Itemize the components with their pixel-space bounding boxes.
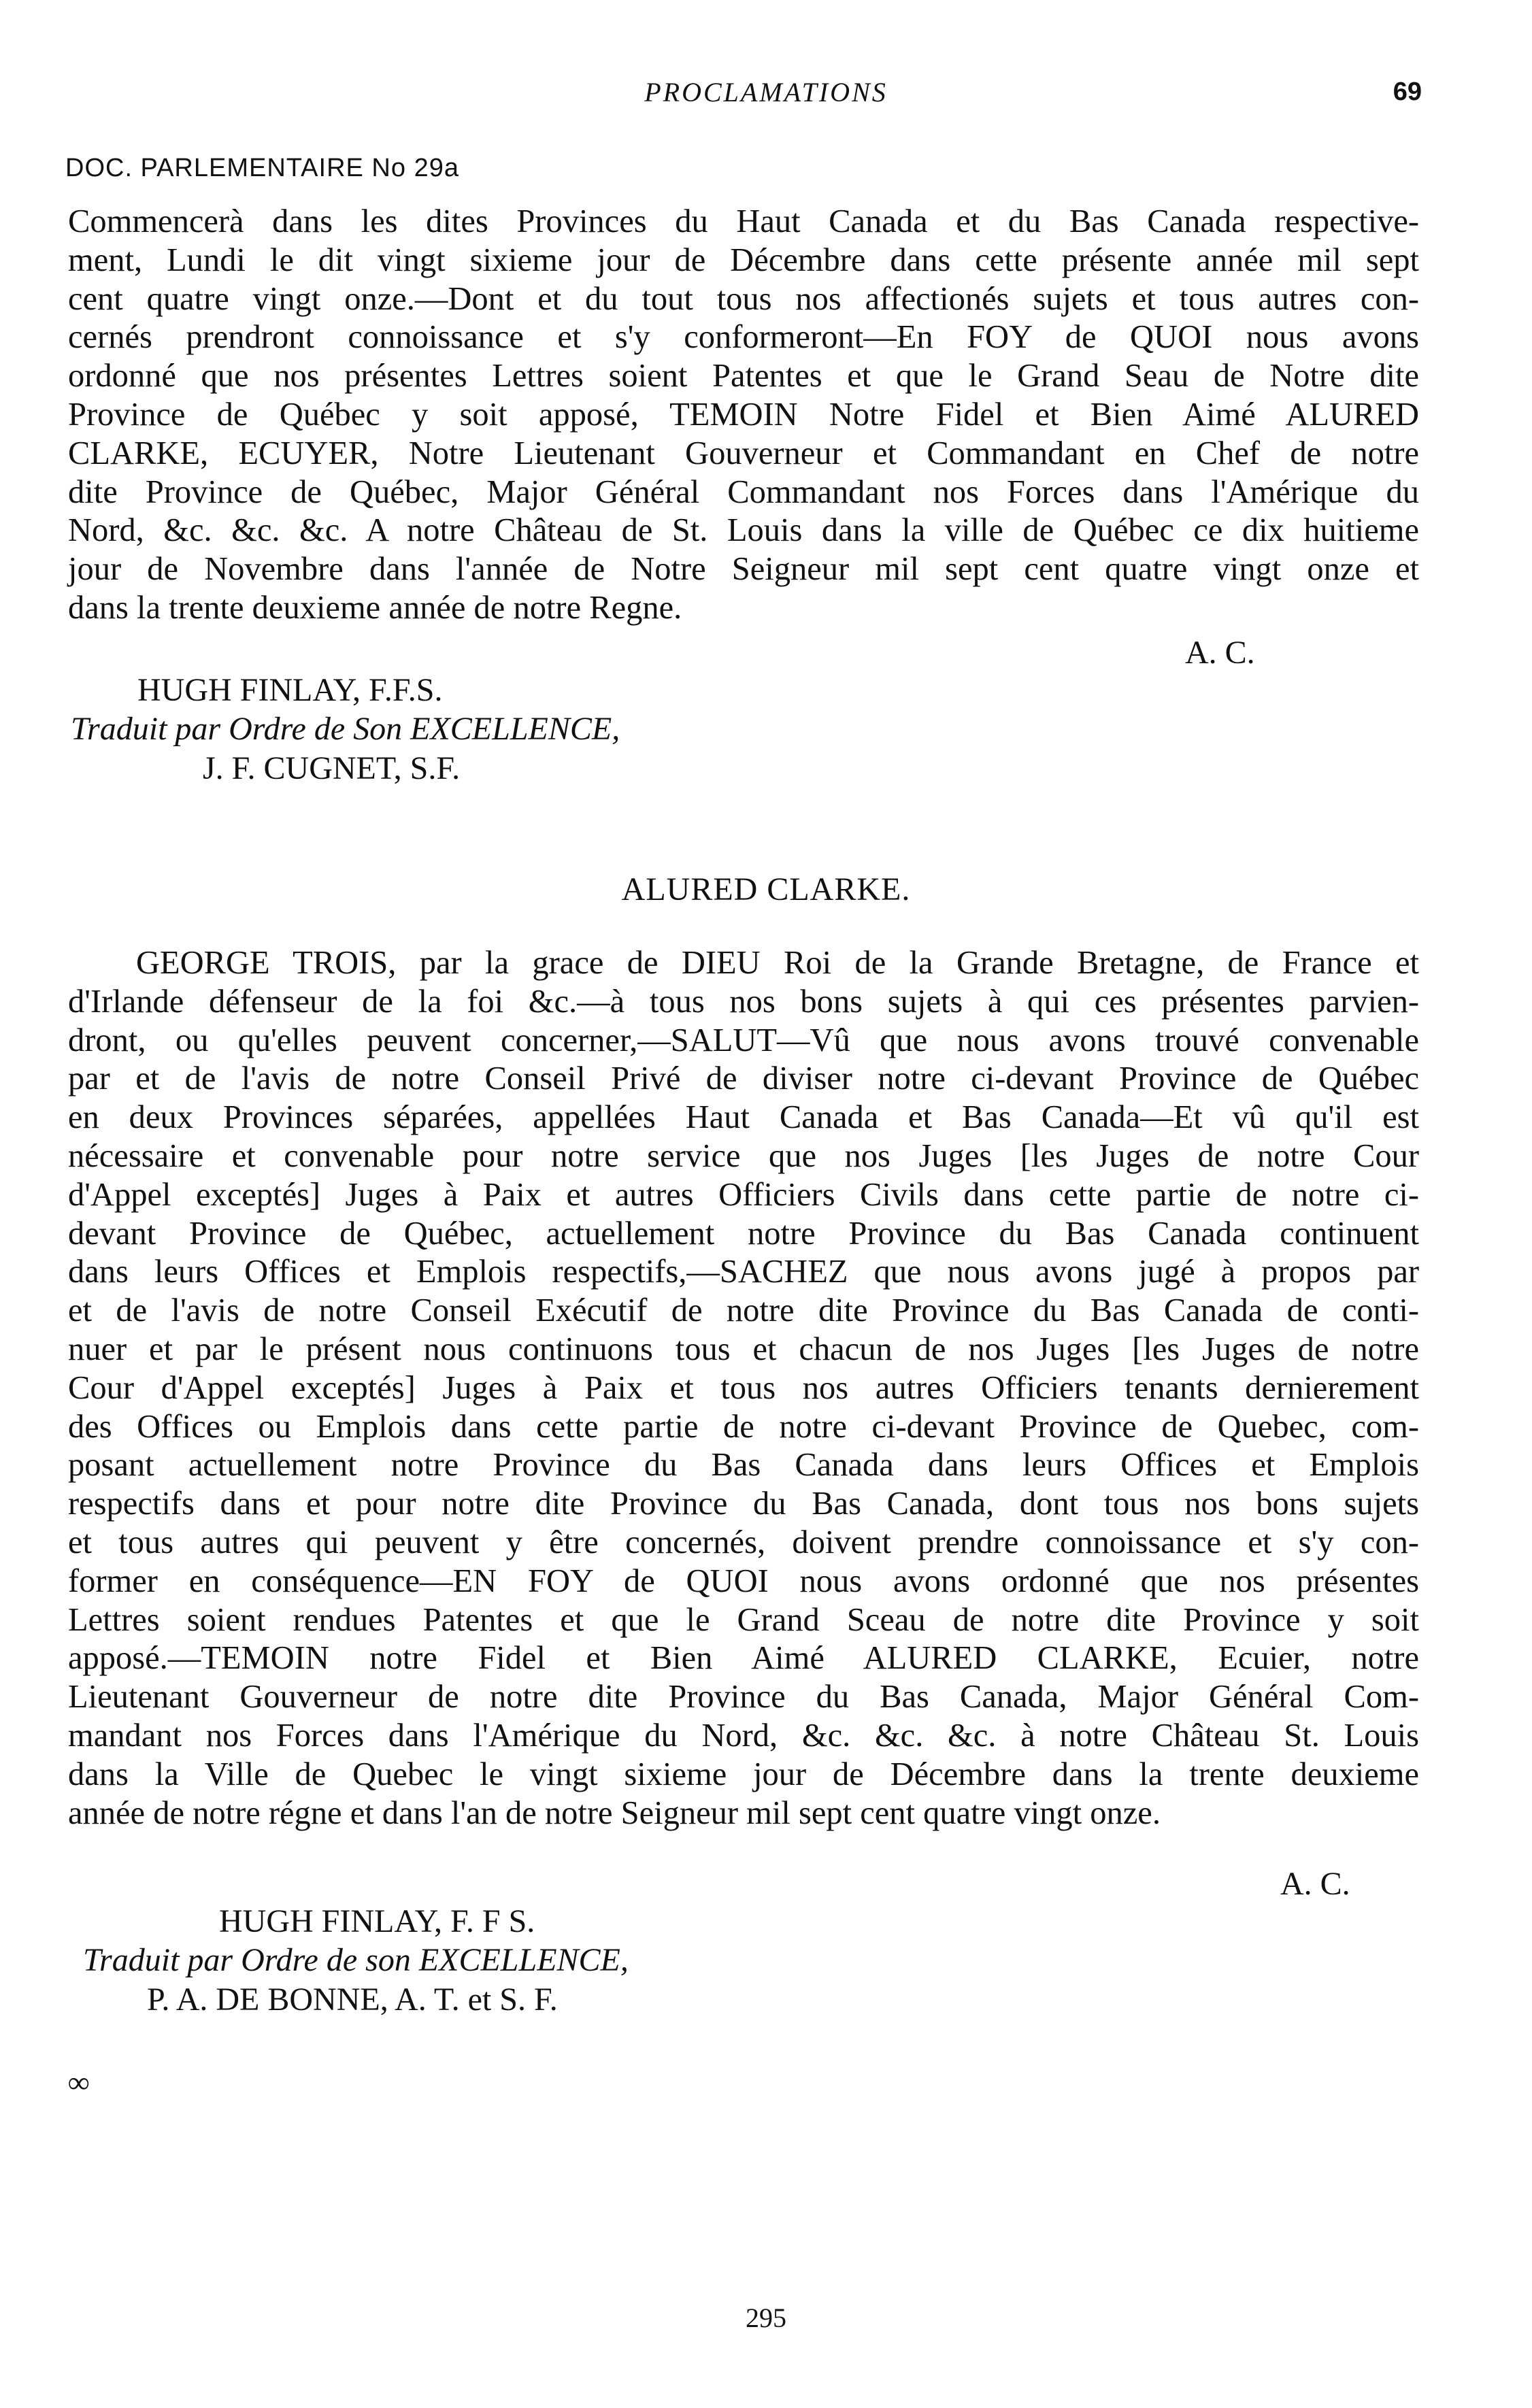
signatory: HUGH FINLAY, F. F S. bbox=[219, 1903, 535, 1939]
text-line: dans leurs Offices et Emplois respectifs,—SACHEZ que nous avons jugé à propos par bbox=[68, 1254, 1419, 1290]
text-line: jour de Novembre dans l'année de Notre Seigneur mil sept cent quatre vingt onze et bbox=[68, 551, 1419, 588]
running-head: PROCLAMATIONS bbox=[644, 77, 888, 107]
text-line: par et de l'avis de notre Conseil Privé de diviser notre ci-devant Province de Québec bbox=[68, 1060, 1419, 1097]
text-line: devant Province de Québec, actuellement notre Province du Bas Canada continuent bbox=[68, 1215, 1419, 1252]
text-line: et tous autres qui peuvent y être concernés, doivent prendre connoissance et s'y con- bbox=[68, 1524, 1419, 1560]
text-line: posant actuellement notre Province du Bas Canada dans leurs Offices et Emplois bbox=[68, 1447, 1419, 1484]
text-line: d'Irlande défenseur de la foi &c.—à tous nos bons sujets à qui ces présentes parvien- bbox=[68, 983, 1419, 1020]
text-line: mandant nos Forces dans l'Amérique du Nord, &c. &c. &c. à notre Château St. Louis bbox=[68, 1717, 1419, 1754]
text-line: dans la trente deuxieme année de notre Regne. bbox=[68, 589, 682, 626]
initials: A. C. bbox=[1185, 635, 1255, 671]
text-line: et de l'avis de notre Conseil Exécutif de notre dite Province du Bas Canada de conti- bbox=[68, 1292, 1419, 1329]
text-line: année de notre régne et dans l'an de notre Seigneur mil sept cent quatre vingt onze. bbox=[68, 1794, 1161, 1831]
proclamation-heading: ALURED CLARKE. bbox=[621, 871, 911, 907]
translated-by: Traduit par Ordre de son EXCELLENCE, bbox=[83, 1942, 629, 1978]
signatory: HUGH FINLAY, F.F.S. bbox=[137, 672, 443, 708]
printer-mark: ∞ bbox=[68, 2066, 90, 2099]
first-proclamation-text bbox=[68, 203, 1419, 628]
text-line: respectifs dans et pour notre dite Province du Bas Canada, dont tous nos bons sujets bbox=[68, 1486, 1419, 1522]
text-line: d'Appel exceptés] Juges à Paix et autres Officiers Civils dans cette partie de notre ci- bbox=[68, 1176, 1419, 1213]
translator: J. F. CUGNET, S.F. bbox=[203, 750, 461, 786]
folio-number: 295 bbox=[746, 2303, 786, 2333]
text-line: Cour d'Appel exceptés] Juges à Paix et tous nos autres Officiers tenants dernierement bbox=[68, 1369, 1419, 1406]
text-line: Commencerà dans les dites Provinces du Haut Canada et du Bas Canada respective- bbox=[68, 203, 1419, 239]
text-line: en deux Provinces séparées, appellées Haut Canada et Bas Canada—Et vû qu'il est bbox=[68, 1099, 1419, 1136]
translated-by: Traduit par Ordre de Son EXCELLENCE, bbox=[71, 711, 620, 747]
text-line: ment, Lundi le dit vingt sixieme jour de Décembre dans cette présente année mil sept bbox=[68, 241, 1419, 278]
text-line: former en conséquence—EN FOY de QUOI nous avons ordonné que nos présentes bbox=[68, 1562, 1419, 1599]
text-line: dans la Ville de Quebec le vingt sixieme jour de Décembre dans la trente deuxieme bbox=[68, 1756, 1419, 1792]
text-line: Lettres soient rendues Patentes et que le Grand Sceau de notre dite Province y soit bbox=[68, 1601, 1419, 1638]
text-line: Lieutenant Gouverneur de notre dite Province du Bas Canada, Major Général Com- bbox=[68, 1679, 1419, 1716]
text-line: cent quatre vingt onze.—Dont et du tout tous nos affectionés sujets et tous autres con- bbox=[68, 280, 1419, 317]
text-line: apposé.—TEMOIN notre Fidel et Bien Aimé ALURED CLARKE, Ecuier, notre bbox=[68, 1640, 1419, 1677]
translator: P. A. DE BONNE, A. T. et S. F. bbox=[147, 1981, 558, 2018]
text-line: nuer et par le présent nous continuons tous et chacun de nos Juges [les Juges de notre bbox=[68, 1331, 1419, 1367]
text-line: Nord, &c. &c. &c. A notre Château de St. Louis dans la ville de Québec ce dix huitieme bbox=[68, 512, 1419, 549]
text-line: ordonné que nos présentes Lettres soient Patentes et que le Grand Seau de Notre dite bbox=[68, 358, 1419, 395]
doc-label: DOC. PARLEMENTAIRE No 29a bbox=[65, 154, 459, 182]
text-line: nécessaire et convenable pour notre service que nos Juges [les Juges de notre Cour bbox=[68, 1137, 1419, 1174]
text-line: des Offices ou Emplois dans cette partie de notre ci-devant Province de Quebec, com- bbox=[68, 1408, 1419, 1445]
text-line: dite Province de Québec, Major Général Commandant nos Forces dans l'Amérique du bbox=[68, 473, 1419, 510]
text-line: CLARKE, ECUYER, Notre Lieutenant Gouverneur et Commandant en Chef de notre bbox=[68, 435, 1419, 471]
page-number: 69 bbox=[1393, 78, 1422, 106]
text-line: cernés prendront connoissance et s'y conformeront—En FOY de QUOI nous avons bbox=[68, 319, 1419, 356]
initials: A. C. bbox=[1280, 1866, 1350, 1902]
text-line: dront, ou qu'elles peuvent concerner,—SALUT—Vû que nous avons trouvé convenable bbox=[68, 1022, 1419, 1058]
text-line: GEORGE TROIS, par la grace de DIEU Roi de la Grande Bretagne, de France et bbox=[136, 945, 1419, 981]
text-line: Province de Québec y soit apposé, TEMOIN Notre Fidel et Bien Aimé ALURED bbox=[68, 396, 1419, 433]
second-proclamation-text bbox=[68, 944, 1419, 1833]
